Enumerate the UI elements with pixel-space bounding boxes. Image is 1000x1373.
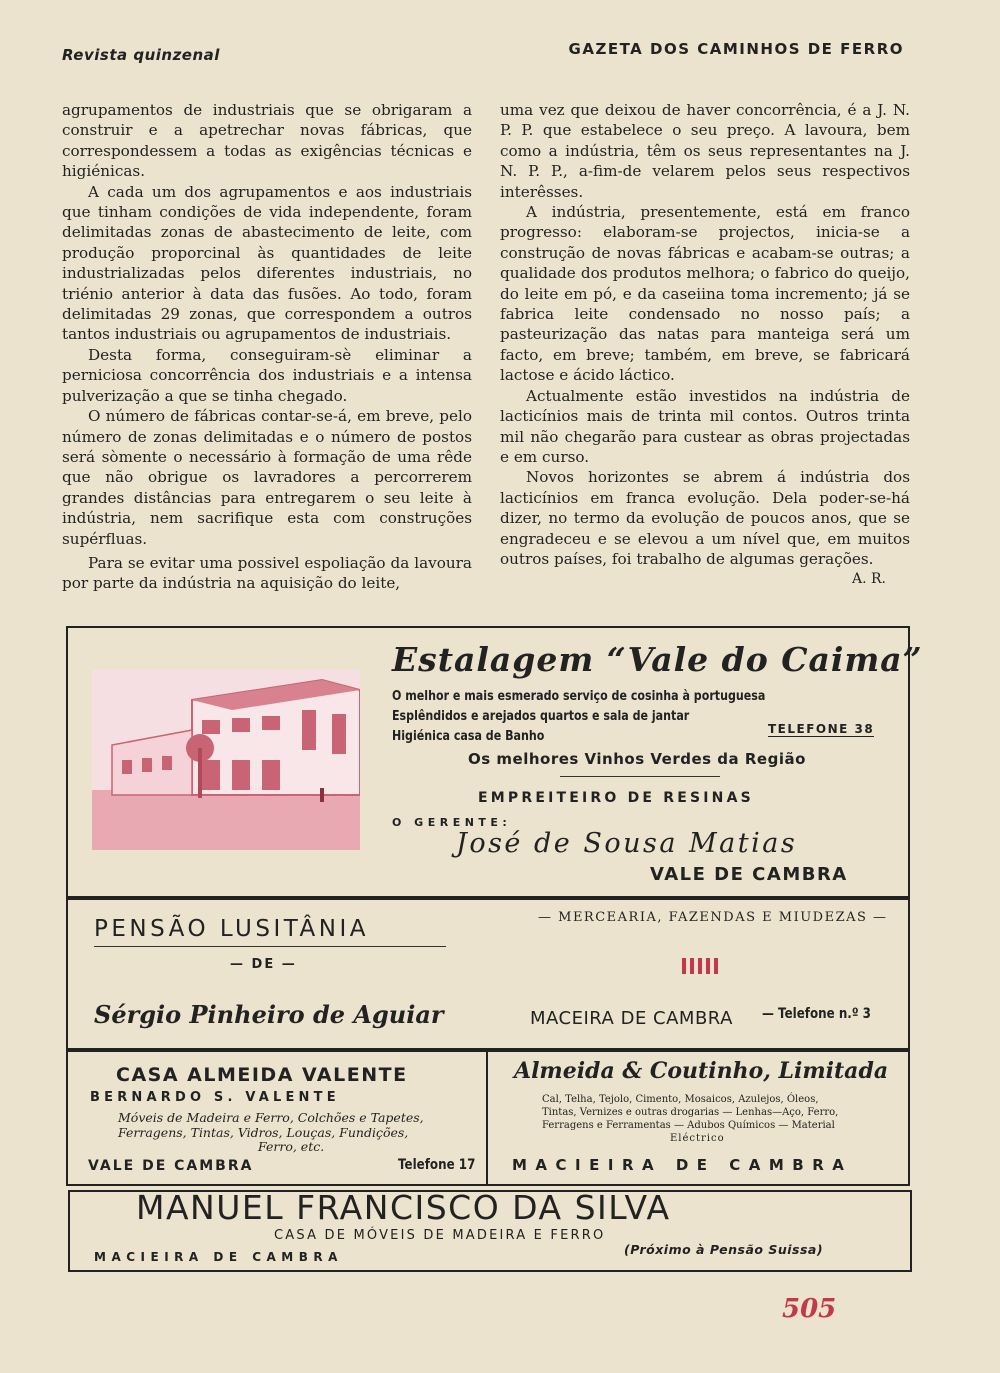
estalagem-line1: O melhor e mais esmerado serviço de cosinha à portuguesa	[392, 688, 766, 704]
pensao-mercearia: — MERCEARIA, FAZENDAS E MIUDEZAS —	[538, 910, 888, 925]
stripe-mark-image	[682, 956, 722, 976]
estalagem-title: Estalagem “Vale do Caima”	[392, 640, 923, 679]
estalagem-place: VALE DE CAMBRA	[650, 864, 848, 885]
estalagem-resinas: EMPREITEIRO DE RESINAS	[478, 790, 754, 806]
valente-title: CASA ALMEIDA VALENTE	[116, 1064, 408, 1086]
valente-desc3: Ferro, etc.	[258, 1139, 325, 1154]
article-paragraph: O número de fábricas contar-se-á, em breve, pelo número de zonas delimitadas e o número de postos será sòmente o necessário à formação de uma rêde que não obrigue os lavradores a percorrerem grandes distâncias para entregarem o seu leite à indústria, nem sacrifique esta com construções supérfluas.	[62, 407, 472, 548]
coutinho-place: MACIEIRA DE CAMBRA	[512, 1156, 853, 1174]
manuel-near: (Próximo à Pensão Suissa)	[624, 1242, 824, 1257]
hotel-building-image	[92, 670, 360, 850]
article-paragraph: Actualmente estão investidos na indústria de lacticínios mais de trinta mil contos. Outros trinta mil não chegarão para custear as obras projectadas e em curso.	[500, 386, 910, 466]
valente-place: VALE DE CAMBRA	[88, 1158, 254, 1174]
estalagem-line3: Higiénica casa de Banho	[392, 728, 545, 744]
article-paragraph: A cada um dos agrupamentos e aos industriais que tinham condições de vida independente, foram delimitadas zonas de abastecimento de leite, com produção proporcinal às quantidades de leite industrializadas pelos diferentes industriais, no triénio anterior à data das fusões. Ao todo, foram delimitadas 29 zonas, que correspondem a outros tantos industriais ou agrupamentos de industriais.	[62, 182, 472, 344]
valente-owner: BERNARDO S. VALENTE	[90, 1090, 340, 1105]
manuel-place: MACIEIRA DE CAMBRA	[94, 1250, 343, 1264]
coutinho-desc1: Cal, Telha, Tejolo, Cimento, Mosaicos, Azulejos, Óleos,	[542, 1094, 819, 1105]
article-left-column	[62, 100, 472, 594]
estalagem-gerente: José de Sousa Matias	[456, 828, 798, 859]
estalagem-phone: TELEFONE 38	[768, 722, 875, 736]
article-paragraph: Desta forma, conseguiram-sè eliminar a perniciosa concorrência dos industriais e a intensa pulverização a que se tinha chegado.	[62, 345, 472, 405]
article-signature: A. R.	[851, 571, 886, 588]
page-number: 505	[782, 1294, 837, 1324]
article-paragraph: agrupamentos de industriais que se obrigaram a construir e a apetrechar novas fábricas, que correspondessem a todas as exigências técnicas e higiénicas.	[62, 101, 472, 181]
pensao-owner: Sérgio Pinheiro de Aguiar	[94, 1000, 444, 1029]
article-paragraph: A indústria, presentemente, está em franco progresso: elaboram-se projectos, inicia-se a construção de novas fábricas e acabam-se outras; a qualidade dos produtos melhora; o fabrico do queijo, do leite em pó, e da caseiina toma incremento; já se fabrica leite condensado no nosso país; a pasteurização das natas para manteiga será um facto, em breve; também, em breve, se fabricará lactose e ácido láctico.	[500, 203, 910, 385]
estalagem-wines: Os melhores Vinhos Verdes da Região	[468, 750, 806, 768]
estalagem-line2: Esplêndidos e arejados quartos e sala de jantar	[392, 708, 690, 724]
pensao-place: MACEIRA DE CAMBRA	[530, 1008, 733, 1029]
hotel-photo	[92, 670, 360, 850]
pensao-phone: — Telefone n.º 3	[762, 1006, 871, 1022]
article-paragraph: Para se evitar uma possivel espoliação da lavoura por parte da indústria na aquisição do leite,	[62, 553, 472, 593]
pensao-title: PENSÃO LUSITÂNIA	[94, 916, 369, 942]
divider	[560, 776, 720, 777]
manuel-title: MANUEL FRANCISCO DA SILVA	[136, 1188, 671, 1227]
estalagem-gerente-label: O GERENTE:	[392, 816, 512, 829]
pensao-de: — DE —	[230, 957, 297, 972]
article-right-column	[500, 100, 910, 590]
stripe-mark	[682, 956, 722, 976]
coutinho-desc2: Tintas, Vernizes e outras drogarias — Lenhas—Aço, Ferro,	[542, 1107, 839, 1118]
valente-desc1: Móveis de Madeira e Ferro, Colchões e Tapetes,	[118, 1110, 424, 1125]
coutinho-title: Almeida & Coutinho, Limitada	[514, 1058, 889, 1084]
article-paragraph: Novos horizontes se abrem á indústria dos lacticínios em franca evolução. Dela poder-se-há dizer, no termo da evolução de poucos anos, que se engradeceu e se elevou a um nível que, em muitos outros países, foi trabalho de algumas gerações.	[500, 468, 910, 568]
coutinho-desc4: Eléctrico	[670, 1133, 725, 1144]
divider	[94, 946, 446, 947]
article-paragraph: uma vez que deixou de haver concorrência, é a J. N. P. P. que estabelece o seu preço. A lavoura, bem como a indústria, têm os seus representantes na J. N. P. P., a-fim-de velarem pelos seus respectivos interêsses.	[500, 101, 910, 201]
coutinho-desc3: Ferragens e Ferramentas — Adubos Químicos — Material	[542, 1120, 835, 1131]
header-right: GAZETA DOS CAMINHOS DE FERRO	[568, 40, 904, 58]
manuel-sub: CASA DE MÓVEIS DE MADEIRA E FERRO	[274, 1228, 606, 1243]
header-left: Revista quinzenal	[62, 46, 220, 64]
valente-phone: Telefone 17	[398, 1157, 476, 1173]
valente-desc2: Ferragens, Tintas, Vidros, Louças, Fundições,	[118, 1125, 409, 1140]
